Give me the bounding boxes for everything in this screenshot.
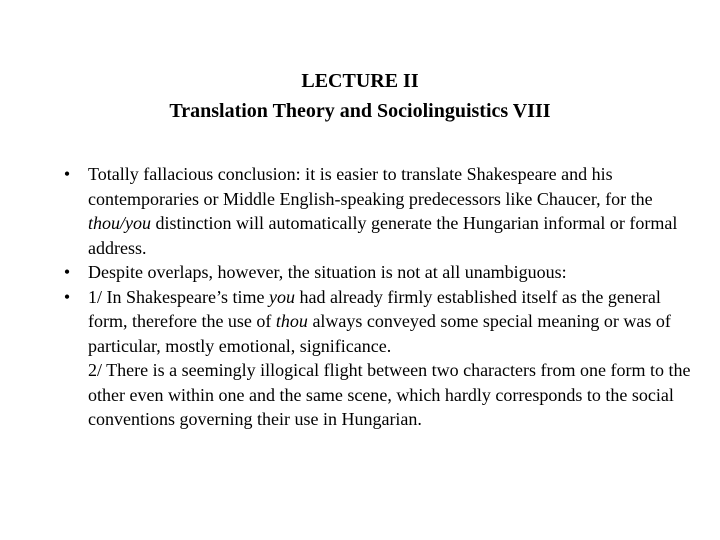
bullet-text: Despite overlaps, however, the situation is not at all unambiguous: [88, 262, 567, 282]
bullet-text-part: always conveyed some special meaning or was of particular, mostly emotional, significance. [88, 311, 671, 356]
slide-title [0, 66, 720, 126]
bullet-text [88, 162, 694, 260]
bullet-text-part: had already firmly established itself as the general form, therefore the use of [88, 286, 661, 331]
bullet-text-part: distinction will automatically generate the Hungarian informal or formal address. [88, 213, 678, 258]
title-line-subject: Translation Theory and Sociolinguistics VIII [169, 100, 551, 122]
bullet-list [58, 162, 694, 432]
bullet-italic-term: you [268, 286, 295, 307]
bullet-dot-icon: • [63, 164, 71, 184]
bullet-text-part: 1/ In Shakespeare’s time [88, 286, 269, 307]
bullet-item-shakespeare-time [58, 285, 694, 359]
continuation-paragraph: 2/ There is a seemingly illogical flight between two characters from one form to the other even within one and the same scene, which hardly corresponds to the social conventions governing their use in Hungarian. [88, 360, 691, 429]
bullet-dot-icon: • [63, 286, 71, 307]
bullet-italic-term: thou [275, 311, 308, 331]
bullet-item-conclusion [58, 162, 694, 260]
bullet-text [88, 285, 694, 359]
bullet-item-overlaps [58, 260, 694, 285]
title-line-lecture: LECTURE II [301, 70, 419, 92]
bullet-dot-icon: • [63, 262, 71, 282]
bullet-text-part: Totally fallacious conclusion: it is easier to translate Shakespeare and his contemporaries or Middle English-speaking predecessors like Chaucer, for the [88, 164, 653, 209]
bullet-italic-term: thou/you [88, 213, 151, 233]
